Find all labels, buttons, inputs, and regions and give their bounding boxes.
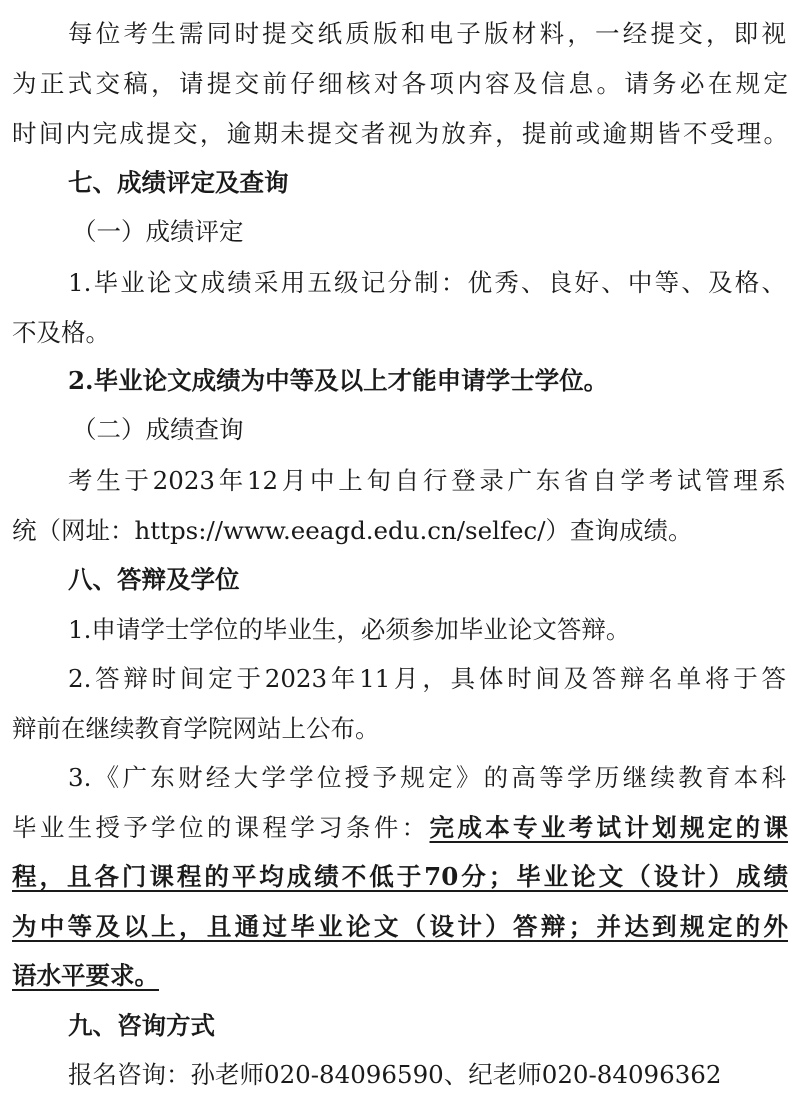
section-7-subheading-grading: （一）成绩评定 [72, 217, 244, 246]
defense-item-2-line-1: 2.答辩时间定于2023年11月，具体时间及答辩名单将于答 [68, 664, 786, 693]
submission-paragraph-line-3: 时间内完成提交，逾期未提交者视为放弃，提前或逾期皆不受理。 [12, 119, 788, 148]
query-paragraph-line-1: 考生于2023年12月中上旬自行登录广东省自学考试管理系 [68, 466, 786, 495]
defense-item-3-line-4: 为中等及以上，且通过毕业论文（设计）答辩；并达到规定的外 [12, 912, 788, 941]
defense-item-1: 1.申请学士学位的毕业生，必须参加毕业论文答辩。 [68, 615, 631, 644]
section-7-subheading-query: （二）成绩查询 [72, 415, 244, 444]
submission-paragraph-line-1: 每位考生需同时提交纸质版和电子版材料，一经提交，即视 [68, 19, 786, 48]
submission-paragraph-line-2: 为正式交稿，请提交前仔细核对各项内容及信息。请务必在规定 [12, 69, 788, 98]
section-8-heading: 八、答辩及学位 [68, 565, 240, 594]
degree-conditions-prefix: 毕业生授予学位的课程学习条件： [12, 813, 430, 842]
defense-item-3-line-2 [12, 811, 788, 845]
query-paragraph-line-2: 统（网址：https://www.eeagd.edu.cn/selfec/）查询成绩。 [12, 516, 693, 545]
defense-item-2-line-2: 辩前在继续教育学院网站上公布。 [12, 714, 380, 743]
grading-item-2: 2.毕业论文成绩为中等及以上才能申请学士学位。 [68, 366, 609, 395]
grading-item-1-line-2: 不及格。 [12, 318, 110, 347]
section-9-heading: 九、咨询方式 [68, 1011, 215, 1040]
contact-line: 报名咨询：孙老师020-84096590、纪老师020-84096362 [68, 1060, 722, 1089]
section-7-heading: 七、成绩评定及查询 [68, 168, 289, 197]
degree-conditions-emphasis: 完成本专业考试计划规定的课 [429, 813, 788, 842]
defense-item-3-line-1: 3.《广东财经大学学位授予规定》的高等学历继续教育本科 [68, 763, 786, 792]
grading-item-1-line-1: 1.毕业论文成绩采用五级记分制：优秀、良好、中等、及格、 [68, 268, 786, 297]
defense-item-3-line-3: 程，且各门课程的平均成绩不低于70分；毕业论文（设计）成绩 [12, 862, 788, 891]
defense-item-3-line-5: 语水平要求。 [12, 961, 159, 990]
